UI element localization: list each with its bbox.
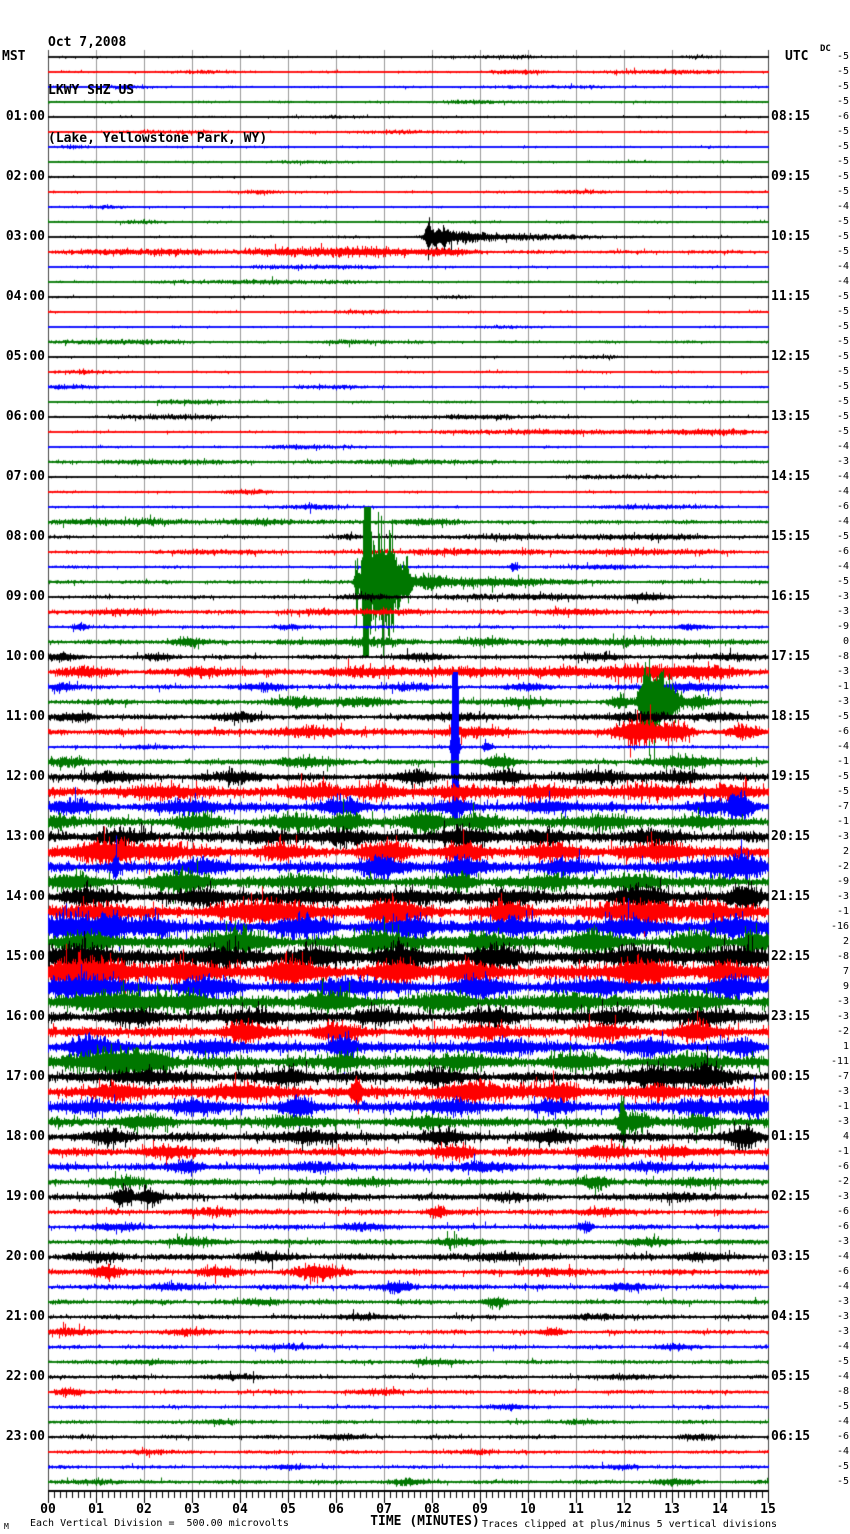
dc-offset-value: -4 — [836, 486, 849, 497]
header-location: (Lake, Yellowstone Park, WY) — [48, 131, 268, 146]
dc-offset-value: -3 — [836, 1191, 849, 1202]
dc-offset-value: -5 — [836, 156, 849, 167]
dc-offset-value: -5 — [836, 711, 849, 722]
x-axis-tick-label: 04 — [232, 1502, 248, 1517]
utc-hour-label: 20:15 — [771, 829, 811, 844]
mst-hour-label: 21:00 — [5, 1309, 45, 1324]
dc-offset-value: -3 — [836, 891, 849, 902]
dc-offset-value: -5 — [836, 291, 849, 302]
dc-offset-value: -5 — [836, 141, 849, 152]
dc-offset-value: -5 — [836, 786, 849, 797]
x-axis-tick-label: 00 — [40, 1502, 56, 1517]
dc-offset-value: -6 — [836, 546, 849, 557]
dc-offset-value: -5 — [836, 396, 849, 407]
dc-offset-value: -2 — [836, 861, 849, 872]
dc-offset-value: 1 — [842, 1041, 849, 1052]
utc-hour-label: 00:15 — [771, 1069, 811, 1084]
x-axis-tick-label: 11 — [568, 1502, 584, 1517]
mst-hour-label: 04:00 — [5, 289, 45, 304]
utc-hour-label: 16:15 — [771, 589, 811, 604]
dc-offset-value: -4 — [836, 1416, 849, 1427]
dc-offset-value: -5 — [836, 426, 849, 437]
dc-offset-value: -6 — [836, 1266, 849, 1277]
dc-offset-value: -1 — [836, 816, 849, 827]
dc-offset-value: -8 — [836, 651, 849, 662]
utc-hour-label: 12:15 — [771, 349, 811, 364]
dc-offset-value: -5 — [836, 216, 849, 227]
dc-offset-value: -3 — [836, 1116, 849, 1127]
mst-hour-label: 19:00 — [5, 1189, 45, 1204]
dc-offset-value: -4 — [836, 1251, 849, 1262]
dc-offset-value: -6 — [836, 1431, 849, 1442]
dc-offset-value: -16 — [830, 921, 849, 932]
dc-offset-value: -5 — [836, 66, 849, 77]
x-axis-title: TIME (MINUTES) — [370, 1514, 480, 1529]
dc-offset-value: -5 — [836, 366, 849, 377]
header-station: LKWY SHZ US — [48, 83, 135, 98]
dc-offset-value: -7 — [836, 801, 849, 812]
dc-offset-value: -3 — [836, 831, 849, 842]
dc-offset-value: -9 — [836, 621, 849, 632]
dc-offset-value: -3 — [836, 1296, 849, 1307]
dc-offset-value: 0 — [842, 636, 849, 647]
dc-offset-value: -4 — [836, 471, 849, 482]
dc-offset-value: -5 — [836, 231, 849, 242]
mst-hour-label: 12:00 — [5, 769, 45, 784]
dc-offset-value: -6 — [836, 1206, 849, 1217]
dc-offset-value: -5 — [836, 1401, 849, 1412]
utc-hour-label: 09:15 — [771, 169, 811, 184]
dc-offset-value: -8 — [836, 1386, 849, 1397]
utc-hour-label: 18:15 — [771, 709, 811, 724]
footer-clip-note: Traces clipped at plus/minus 5 vertical divisions — [482, 1519, 778, 1530]
dc-offset-value: 4 — [842, 1131, 849, 1142]
dc-offset-value: -4 — [836, 516, 849, 527]
mst-hour-label: 01:00 — [5, 109, 45, 124]
dc-offset-value: -5 — [836, 411, 849, 422]
mst-hour-label: 06:00 — [5, 409, 45, 424]
dc-offset-value: -5 — [836, 306, 849, 317]
x-axis-tick-label: 12 — [616, 1502, 632, 1517]
dc-offset-value: -8 — [836, 951, 849, 962]
dc-offset-value: -3 — [836, 1311, 849, 1322]
mst-hour-label: 02:00 — [5, 169, 45, 184]
dc-offset-value: -6 — [836, 726, 849, 737]
dc-offset-value: -4 — [836, 1341, 849, 1352]
utc-hour-label: 10:15 — [771, 229, 811, 244]
dc-offset-value: 2 — [842, 846, 849, 857]
utc-hour-label: 06:15 — [771, 1429, 811, 1444]
dc-offset-value: -6 — [836, 1161, 849, 1172]
dc-offset-value: 7 — [842, 966, 849, 977]
dc-offset-value: -1 — [836, 906, 849, 917]
dc-offset-value: -4 — [836, 201, 849, 212]
mst-hour-label: 05:00 — [5, 349, 45, 364]
dc-offset-value: 2 — [842, 936, 849, 947]
dc-offset-value: -11 — [830, 1056, 849, 1067]
utc-hour-label: 21:15 — [771, 889, 811, 904]
dc-offset-value: -3 — [836, 456, 849, 467]
corner-watermark: M — [4, 1522, 9, 1531]
utc-hour-label: 01:15 — [771, 1129, 811, 1144]
utc-hour-label: 11:15 — [771, 289, 811, 304]
dc-offset-value: -5 — [836, 771, 849, 782]
timezone-left-label: MST — [2, 49, 26, 64]
x-axis-tick-label: 06 — [328, 1502, 344, 1517]
mst-hour-label: 23:00 — [5, 1429, 45, 1444]
dc-offset-value: 9 — [842, 981, 849, 992]
x-axis-tick-label: 03 — [184, 1502, 200, 1517]
dc-offset-value: -3 — [836, 1086, 849, 1097]
dc-offset-value: -4 — [836, 1371, 849, 1382]
utc-hour-label: 15:15 — [771, 529, 811, 544]
dc-offset-value: -5 — [836, 171, 849, 182]
dc-column-header: DC — [820, 44, 831, 54]
dc-offset-value: -5 — [836, 51, 849, 62]
x-axis-tick-label: 08 — [424, 1502, 440, 1517]
mst-hour-label: 07:00 — [5, 469, 45, 484]
mst-hour-label: 03:00 — [5, 229, 45, 244]
dc-offset-value: -5 — [836, 81, 849, 92]
x-axis-tick-label: 09 — [472, 1502, 488, 1517]
dc-offset-value: -2 — [836, 1176, 849, 1187]
header-date: Oct 7,2008 — [48, 35, 127, 50]
mst-hour-label: 15:00 — [5, 949, 45, 964]
mst-hour-label: 09:00 — [5, 589, 45, 604]
dc-offset-value: -6 — [836, 1221, 849, 1232]
dc-offset-value: -4 — [836, 276, 849, 287]
dc-offset-value: -5 — [836, 1461, 849, 1472]
dc-offset-value: -4 — [836, 561, 849, 572]
utc-hour-label: 22:15 — [771, 949, 811, 964]
utc-hour-label: 02:15 — [771, 1189, 811, 1204]
dc-offset-value: -2 — [836, 1026, 849, 1037]
dc-offset-value: -5 — [836, 186, 849, 197]
mst-hour-label: 16:00 — [5, 1009, 45, 1024]
x-axis-tick-label: 01 — [88, 1502, 104, 1517]
dc-offset-value: -1 — [836, 681, 849, 692]
dc-offset-value: -3 — [836, 1326, 849, 1337]
dc-offset-value: -5 — [836, 126, 849, 137]
utc-hour-label: 03:15 — [771, 1249, 811, 1264]
x-axis-tick-label: 10 — [520, 1502, 536, 1517]
dc-offset-value: -7 — [836, 1071, 849, 1082]
mst-hour-label: 08:00 — [5, 529, 45, 544]
dc-offset-value: -3 — [836, 606, 849, 617]
x-axis-tick-label: 05 — [280, 1502, 296, 1517]
dc-offset-value: -9 — [836, 876, 849, 887]
x-axis-tick-label: 02 — [136, 1502, 152, 1517]
dc-offset-value: -4 — [836, 1281, 849, 1292]
mst-hour-label: 14:00 — [5, 889, 45, 904]
dc-offset-value: -5 — [836, 576, 849, 587]
dc-offset-value: -5 — [836, 96, 849, 107]
utc-hour-label: 17:15 — [771, 649, 811, 664]
x-axis-tick-label: 13 — [664, 1502, 680, 1517]
utc-hour-label: 23:15 — [771, 1009, 811, 1024]
dc-offset-value: -3 — [836, 591, 849, 602]
utc-hour-label: 08:15 — [771, 109, 811, 124]
dc-offset-value: -4 — [836, 1446, 849, 1457]
dc-offset-value: -4 — [836, 261, 849, 272]
dc-offset-value: -5 — [836, 1476, 849, 1487]
utc-hour-label: 13:15 — [771, 409, 811, 424]
dc-offset-value: -3 — [836, 696, 849, 707]
dc-offset-value: -3 — [836, 996, 849, 1007]
dc-offset-value: -3 — [836, 1236, 849, 1247]
dc-offset-value: -1 — [836, 756, 849, 767]
dc-offset-value: -1 — [836, 1101, 849, 1112]
dc-offset-value: -3 — [836, 666, 849, 677]
utc-hour-label: 19:15 — [771, 769, 811, 784]
dc-offset-value: -5 — [836, 321, 849, 332]
dc-offset-value: -4 — [836, 741, 849, 752]
dc-offset-value: -5 — [836, 531, 849, 542]
x-axis-tick-label: 15 — [760, 1502, 776, 1517]
dc-offset-value: -5 — [836, 246, 849, 257]
utc-hour-label: 04:15 — [771, 1309, 811, 1324]
x-axis-tick-label: 14 — [712, 1502, 728, 1517]
utc-hour-label: 14:15 — [771, 469, 811, 484]
mst-hour-label: 22:00 — [5, 1369, 45, 1384]
plot-header — [48, 3, 267, 179]
dc-offset-value: -5 — [836, 381, 849, 392]
utc-hour-label: 05:15 — [771, 1369, 811, 1384]
dc-offset-value: -6 — [836, 111, 849, 122]
timezone-right-label: UTC — [785, 49, 809, 64]
x-axis-tick-label: 07 — [376, 1502, 392, 1517]
mst-hour-label: 17:00 — [5, 1069, 45, 1084]
dc-offset-value: -3 — [836, 1011, 849, 1022]
dc-offset-value: -1 — [836, 1146, 849, 1157]
dc-offset-value: -5 — [836, 351, 849, 362]
dc-offset-value: -4 — [836, 441, 849, 452]
mst-hour-label: 10:00 — [5, 649, 45, 664]
mst-hour-label: 13:00 — [5, 829, 45, 844]
dc-offset-value: -5 — [836, 336, 849, 347]
dc-offset-value: -5 — [836, 1356, 849, 1367]
mst-hour-label: 20:00 — [5, 1249, 45, 1264]
mst-hour-label: 11:00 — [5, 709, 45, 724]
dc-offset-value: -6 — [836, 501, 849, 512]
footer-scale-note: Each Vertical Division = 500.00 microvolts — [30, 1518, 289, 1529]
mst-hour-label: 18:00 — [5, 1129, 45, 1144]
